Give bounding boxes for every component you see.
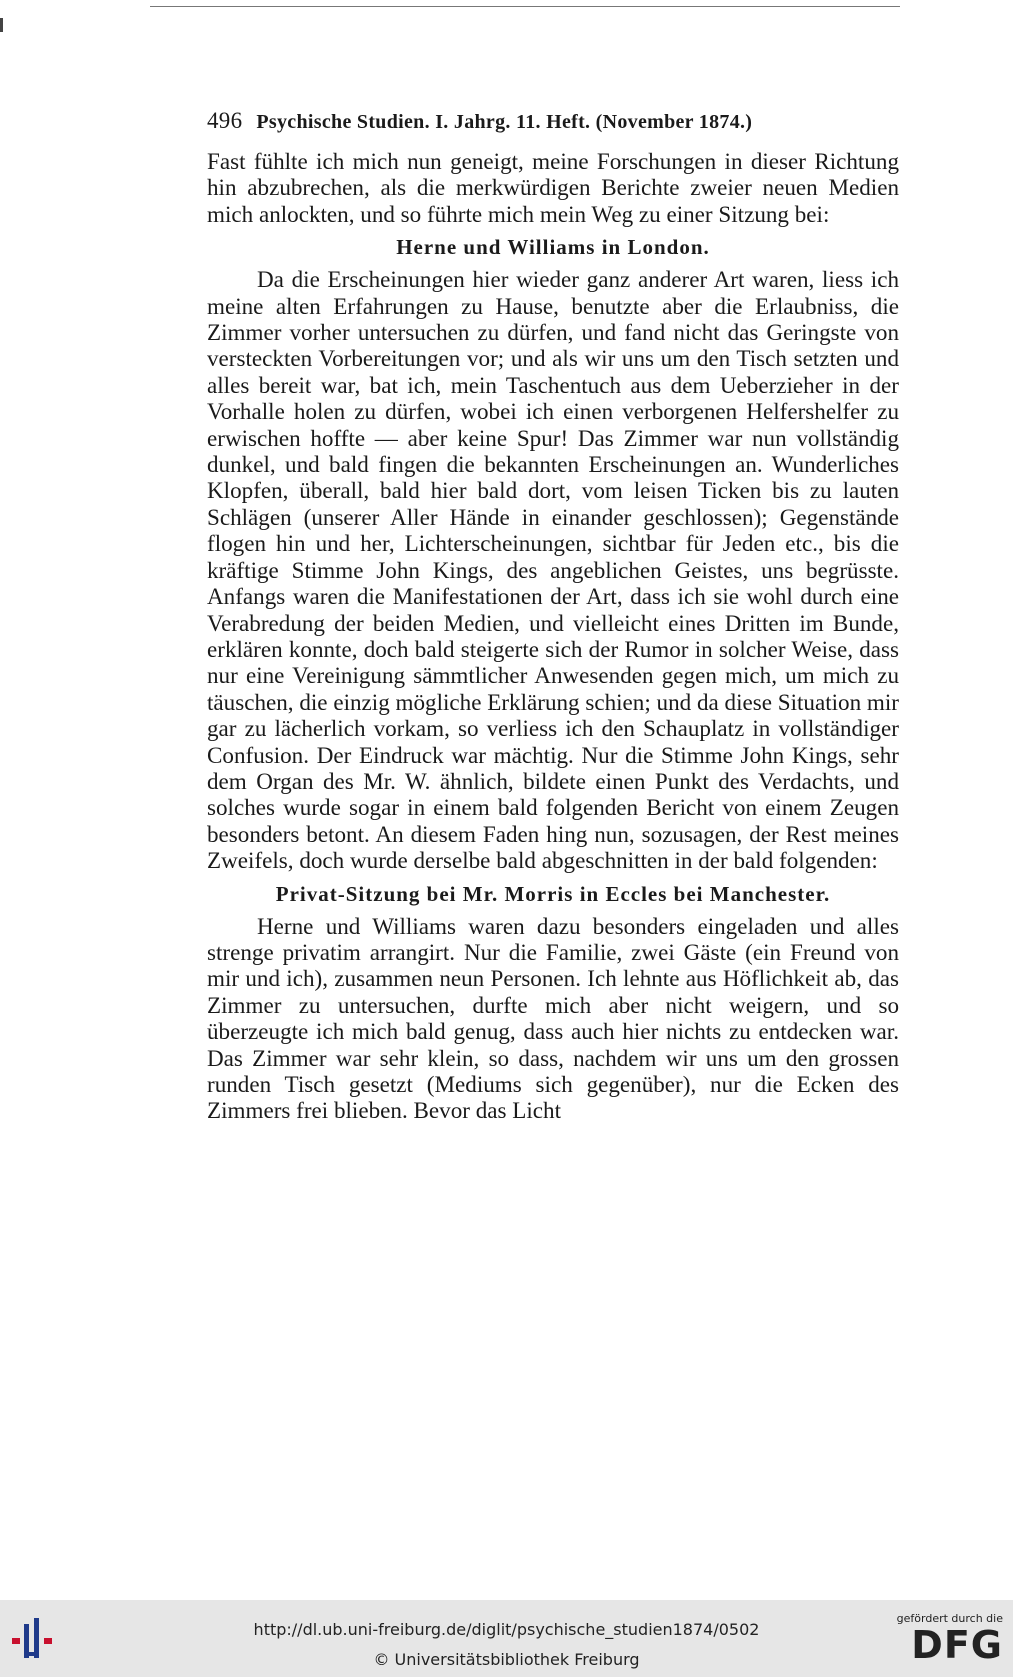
dfg-caption: gefördert durch die xyxy=(896,1612,1003,1625)
top-rule xyxy=(150,6,900,7)
paragraph-1: Fast fühlte ich mich nun geneigt, meine Forschungen in dieser Richtung hin abzubrechen, als die merkwürdigen Berichte zweier neuen Medien mich anlockten, und so führte mich mein Weg zu einer Sitzung bei: xyxy=(207,148,899,227)
page-number: 496 xyxy=(207,108,243,133)
section-heading-2: Privat-Sitzung bei Mr. Morris in Eccles bei Manchester. xyxy=(275,881,831,906)
running-head xyxy=(207,108,899,134)
scan-artifact xyxy=(0,18,3,32)
text-column xyxy=(207,108,899,1124)
dfg-logo xyxy=(893,1612,1003,1665)
copyright-text: © Universitätsbibliothek Freiburg xyxy=(373,1650,640,1669)
section-heading-1: Herne und Williams in London. xyxy=(396,235,710,260)
source-url-link[interactable]: http://dl.ub.uni-freiburg.de/diglit/psychische_studien1874/0502 xyxy=(253,1620,760,1639)
paragraph-3: Herne und Williams waren dazu besonders eingeladen und alles strenge privatim arrangirt. Nur die Familie, zwei Gäste (ein Freund von mir und ich), zusammen neun Personen. Ich lehnte aus Höflichkeit ab, das Zimmer zu untersuchen, durfte mich aber nicht weigern, und so überzeugte ich mich bald genug, dass auch hier nichts zu entdecken war. Das Zimmer war sehr klein, so dass, nachdem wir uns um den grossen runden Tisch gesetzt (Mediums sich gegenüber), nur die Ecken des Zimmers frei blieben. Bevor das Licht xyxy=(207,912,899,1124)
journal-title: Psychische Studien. I. Jahrg. 11. Heft. (November 1874.) xyxy=(256,111,753,133)
paragraph-2: Da die Erscheinungen hier wieder ganz anderer Art waren, liess ich meine alten Erfahrungen zu Hause, benutzte aber die Erlaubniss, die Zimmer vorher untersuchen zu dürfen, und fand nicht das Geringste von versteckten Vorbereitungen vor; und als wir uns um den Tisch setzten und alles bereit war, bat ich, mein Taschentuch aus dem Ueberzieher in der Vorhalle holen zu dürfen, wobei ich einen verborgenen Helfershelfer zu erwischen hoffte — aber keine Spur! Das Zimmer war nun vollständig dunkel, und bald fingen die bekannten Erscheinungen an. Wunderliches Klopfen, überall, bald hier bald dort, vom leisen Ticken bis zu lauten Schlägen (unserer Aller Hände in einander geschlossen); Gegenstände flogen hin und her, Lichterscheinungen, sichtbar für Jeden etc., bis die kräftige Stimme John Kings, des angeblichen Geistes, uns begrüsste. Anfangs waren die Manifestationen der Art, dass ich sie wohl durch eine Verabredung der beiden Medien, und vielleicht eines Dritten im Bunde, erklären konnte, doch bald steigerte sich der Rumor in solcher Weise, dass nur eine Vereinigung sämmtlicher Anwesenden gegen mich, um mich zu täuschen, die einzig mögliche Erklärung schien; und da diese Situation mir gar zu lächerlich vorkam, so verliess ich den Schauplatz in vollständiger Confusion. Der Eindruck war mächtig. Nur die Stimme John Kings, sehr dem Organ des Mr. W. ähnlich, bildete einen Punkt des Verdachts, und solches wurde sogar in einem bald folgenden Bericht von einem Zeugen besonders betont. An diesem Faden hing nun, sozusagen, der Rest meines Zweifels, doch wurde derselbe bald abgeschnitten in der bald folgenden: xyxy=(207,266,899,874)
dfg-wordmark: DFG xyxy=(911,1623,1003,1667)
viewer-footer xyxy=(0,1600,1013,1677)
